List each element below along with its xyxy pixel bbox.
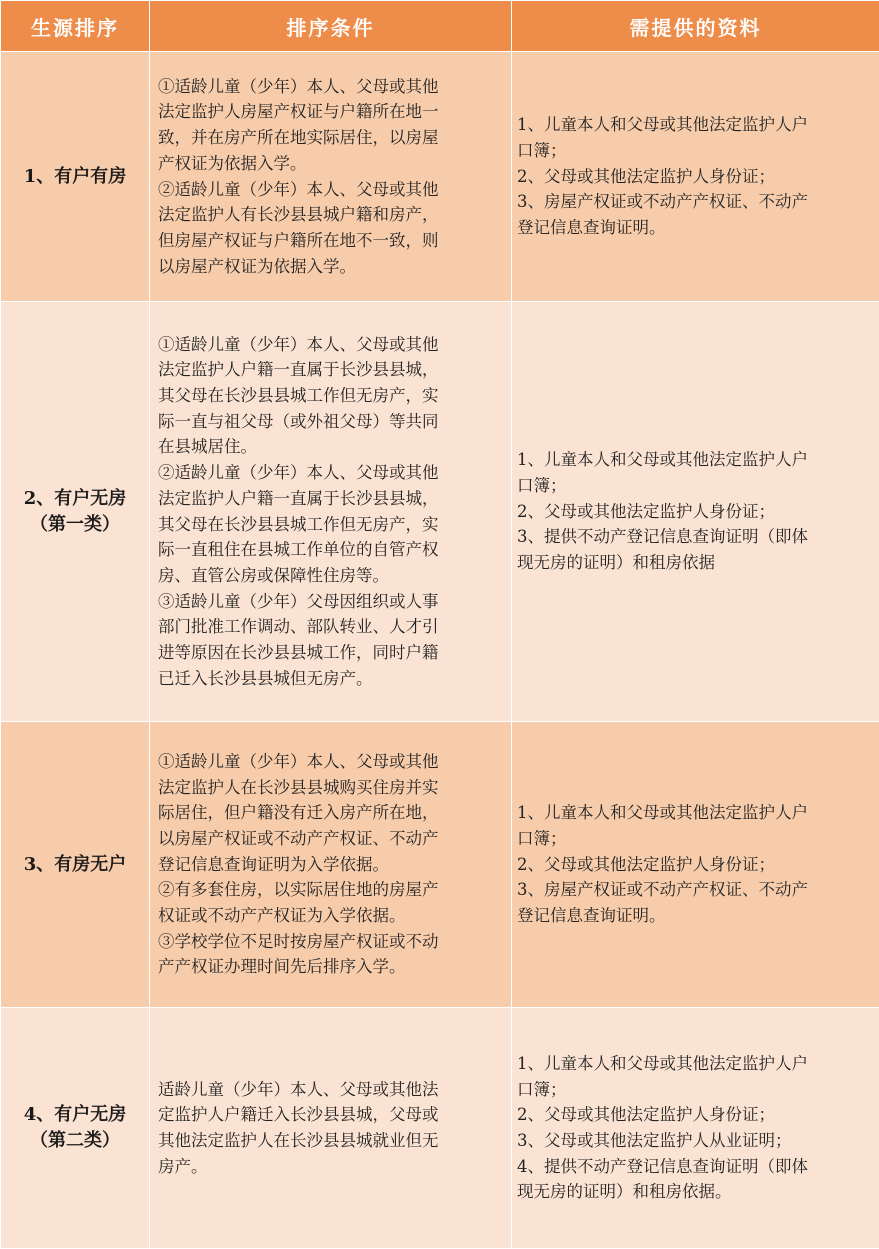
condition-line: 以房屋产权证为依据入学。 <box>158 254 506 280</box>
condition-line: 际居住，但户籍没有迁入房产所在地， <box>158 800 506 826</box>
category-cell <box>1 1008 150 1249</box>
materials-cell <box>512 52 879 302</box>
condition-line: 其父母在长沙县县城工作但无房产，实 <box>158 512 506 538</box>
condition-line: 法定监护人房屋产权证与户籍所在地一 <box>158 99 506 125</box>
category-line: （第二类） <box>1 1128 149 1154</box>
materials-cell <box>512 1008 879 1249</box>
material-line: 1、儿童本人和父母或其他法定监护人户 <box>517 800 875 826</box>
condition-line: ③适龄儿童（少年）父母因组织或人事 <box>158 589 506 615</box>
condition-line: 进等原因在长沙县县城工作，同时户籍 <box>158 640 506 666</box>
material-line: 3、房屋产权证或不动产产权证、不动产 <box>517 877 875 903</box>
condition-line: 定监护人户籍迁入长沙县县城，父母或 <box>158 1102 506 1128</box>
condition-line: ②有多套住房，以实际居住地的房屋产 <box>158 877 506 903</box>
condition-line: 已迁入长沙县县城但无房产。 <box>158 666 506 692</box>
condition-line: 房、直管公房或保障性住房等。 <box>158 563 506 589</box>
header-source-order: 生源排序 <box>1 1 150 52</box>
material-line: 2、父母或其他法定监护人身份证； <box>517 852 875 878</box>
material-line: 现无房的证明）和租房依据 <box>517 550 875 576</box>
category-line: 1、有户有房 <box>1 164 149 190</box>
material-line: 口簿； <box>517 473 875 499</box>
condition-line: 其他法定监护人在长沙县县城就业但无 <box>158 1128 506 1154</box>
conditions-cell <box>150 722 512 1008</box>
condition-line: ①适龄儿童（少年）本人、父母或其他 <box>158 74 506 100</box>
condition-line: 房产。 <box>158 1154 506 1180</box>
conditions-cell <box>150 302 512 722</box>
condition-line: 产产权证办理时间先后排序入学。 <box>158 954 506 980</box>
header-conditions: 排序条件 <box>150 1 512 52</box>
material-line: 2、父母或其他法定监护人身份证； <box>517 164 875 190</box>
condition-line: 际一直与祖父母（或外祖父母）等共同 <box>158 409 506 435</box>
material-line: 1、儿童本人和父母或其他法定监护人户 <box>517 112 875 138</box>
condition-line: 法定监护人户籍一直属于长沙县县城， <box>158 357 506 383</box>
category-cell <box>1 722 150 1008</box>
condition-line: 部门批准工作调动、部队转业、人才引 <box>158 614 506 640</box>
condition-line: 登记信息查询证明为入学依据。 <box>158 852 506 878</box>
material-line: 口簿； <box>517 826 875 852</box>
condition-line: ③学校学位不足时按房屋产权证或不动 <box>158 929 506 955</box>
materials-cell <box>512 722 879 1008</box>
category-line: 3、有房无户 <box>1 852 149 878</box>
materials-cell <box>512 302 879 722</box>
material-line: 2、父母或其他法定监护人身份证； <box>517 1102 875 1128</box>
condition-line: 其父母在长沙县县城工作但无房产，实 <box>158 383 506 409</box>
material-line: 1、儿童本人和父母或其他法定监护人户 <box>517 447 875 473</box>
material-line: 4、提供不动产登记信息查询证明（即体 <box>517 1154 875 1180</box>
conditions-cell <box>150 52 512 302</box>
table-row <box>1 302 879 722</box>
condition-line: 法定监护人有长沙县县城户籍和房产， <box>158 202 506 228</box>
material-line: 2、父母或其他法定监护人身份证； <box>517 499 875 525</box>
table-row <box>1 52 879 302</box>
condition-line: 际一直租住在县城工作单位的自管产权 <box>158 537 506 563</box>
condition-line: 但房屋产权证与户籍所在地不一致，则 <box>158 228 506 254</box>
condition-line: 以房屋产权证或不动产产权证、不动产 <box>158 826 506 852</box>
material-line: 口簿； <box>517 138 875 164</box>
table-row <box>1 722 879 1008</box>
material-line: 1、儿童本人和父母或其他法定监护人户 <box>517 1051 875 1077</box>
condition-line: ①适龄儿童（少年）本人、父母或其他 <box>158 749 506 775</box>
condition-line: 法定监护人在长沙县县城购买住房并实 <box>158 775 506 801</box>
category-cell <box>1 52 150 302</box>
condition-line: 权证或不动产产权证为入学依据。 <box>158 903 506 929</box>
conditions-cell <box>150 1008 512 1249</box>
material-line: 3、房屋产权证或不动产产权证、不动产 <box>517 189 875 215</box>
category-line: 4、有户无房 <box>1 1102 149 1128</box>
condition-line: ②适龄儿童（少年）本人、父母或其他 <box>158 460 506 486</box>
material-line: 3、提供不动产登记信息查询证明（即体 <box>517 524 875 550</box>
condition-line: 法定监护人户籍一直属于长沙县县城， <box>158 486 506 512</box>
material-line: 3、父母或其他法定监护人从业证明； <box>517 1128 875 1154</box>
condition-line: 适龄儿童（少年）本人、父母或其他法 <box>158 1077 506 1103</box>
condition-line: 在县城居住。 <box>158 434 506 460</box>
condition-line: ②适龄儿童（少年）本人、父母或其他 <box>158 177 506 203</box>
category-line: （第一类） <box>1 512 149 538</box>
header-row <box>1 1 879 52</box>
condition-line: ①适龄儿童（少年）本人、父母或其他 <box>158 332 506 358</box>
material-line: 口簿； <box>517 1077 875 1103</box>
condition-line: 产权证为依据入学。 <box>158 151 506 177</box>
category-line: 2、有户无房 <box>1 486 149 512</box>
category-cell <box>1 302 150 722</box>
table-row <box>1 1008 879 1249</box>
header-materials: 需提供的资料 <box>512 1 879 52</box>
material-line: 登记信息查询证明。 <box>517 215 875 241</box>
material-line: 登记信息查询证明。 <box>517 903 875 929</box>
condition-line: 致，并在房产所在地实际居住，以房屋 <box>158 125 506 151</box>
material-line: 现无房的证明）和租房依据。 <box>517 1179 875 1205</box>
